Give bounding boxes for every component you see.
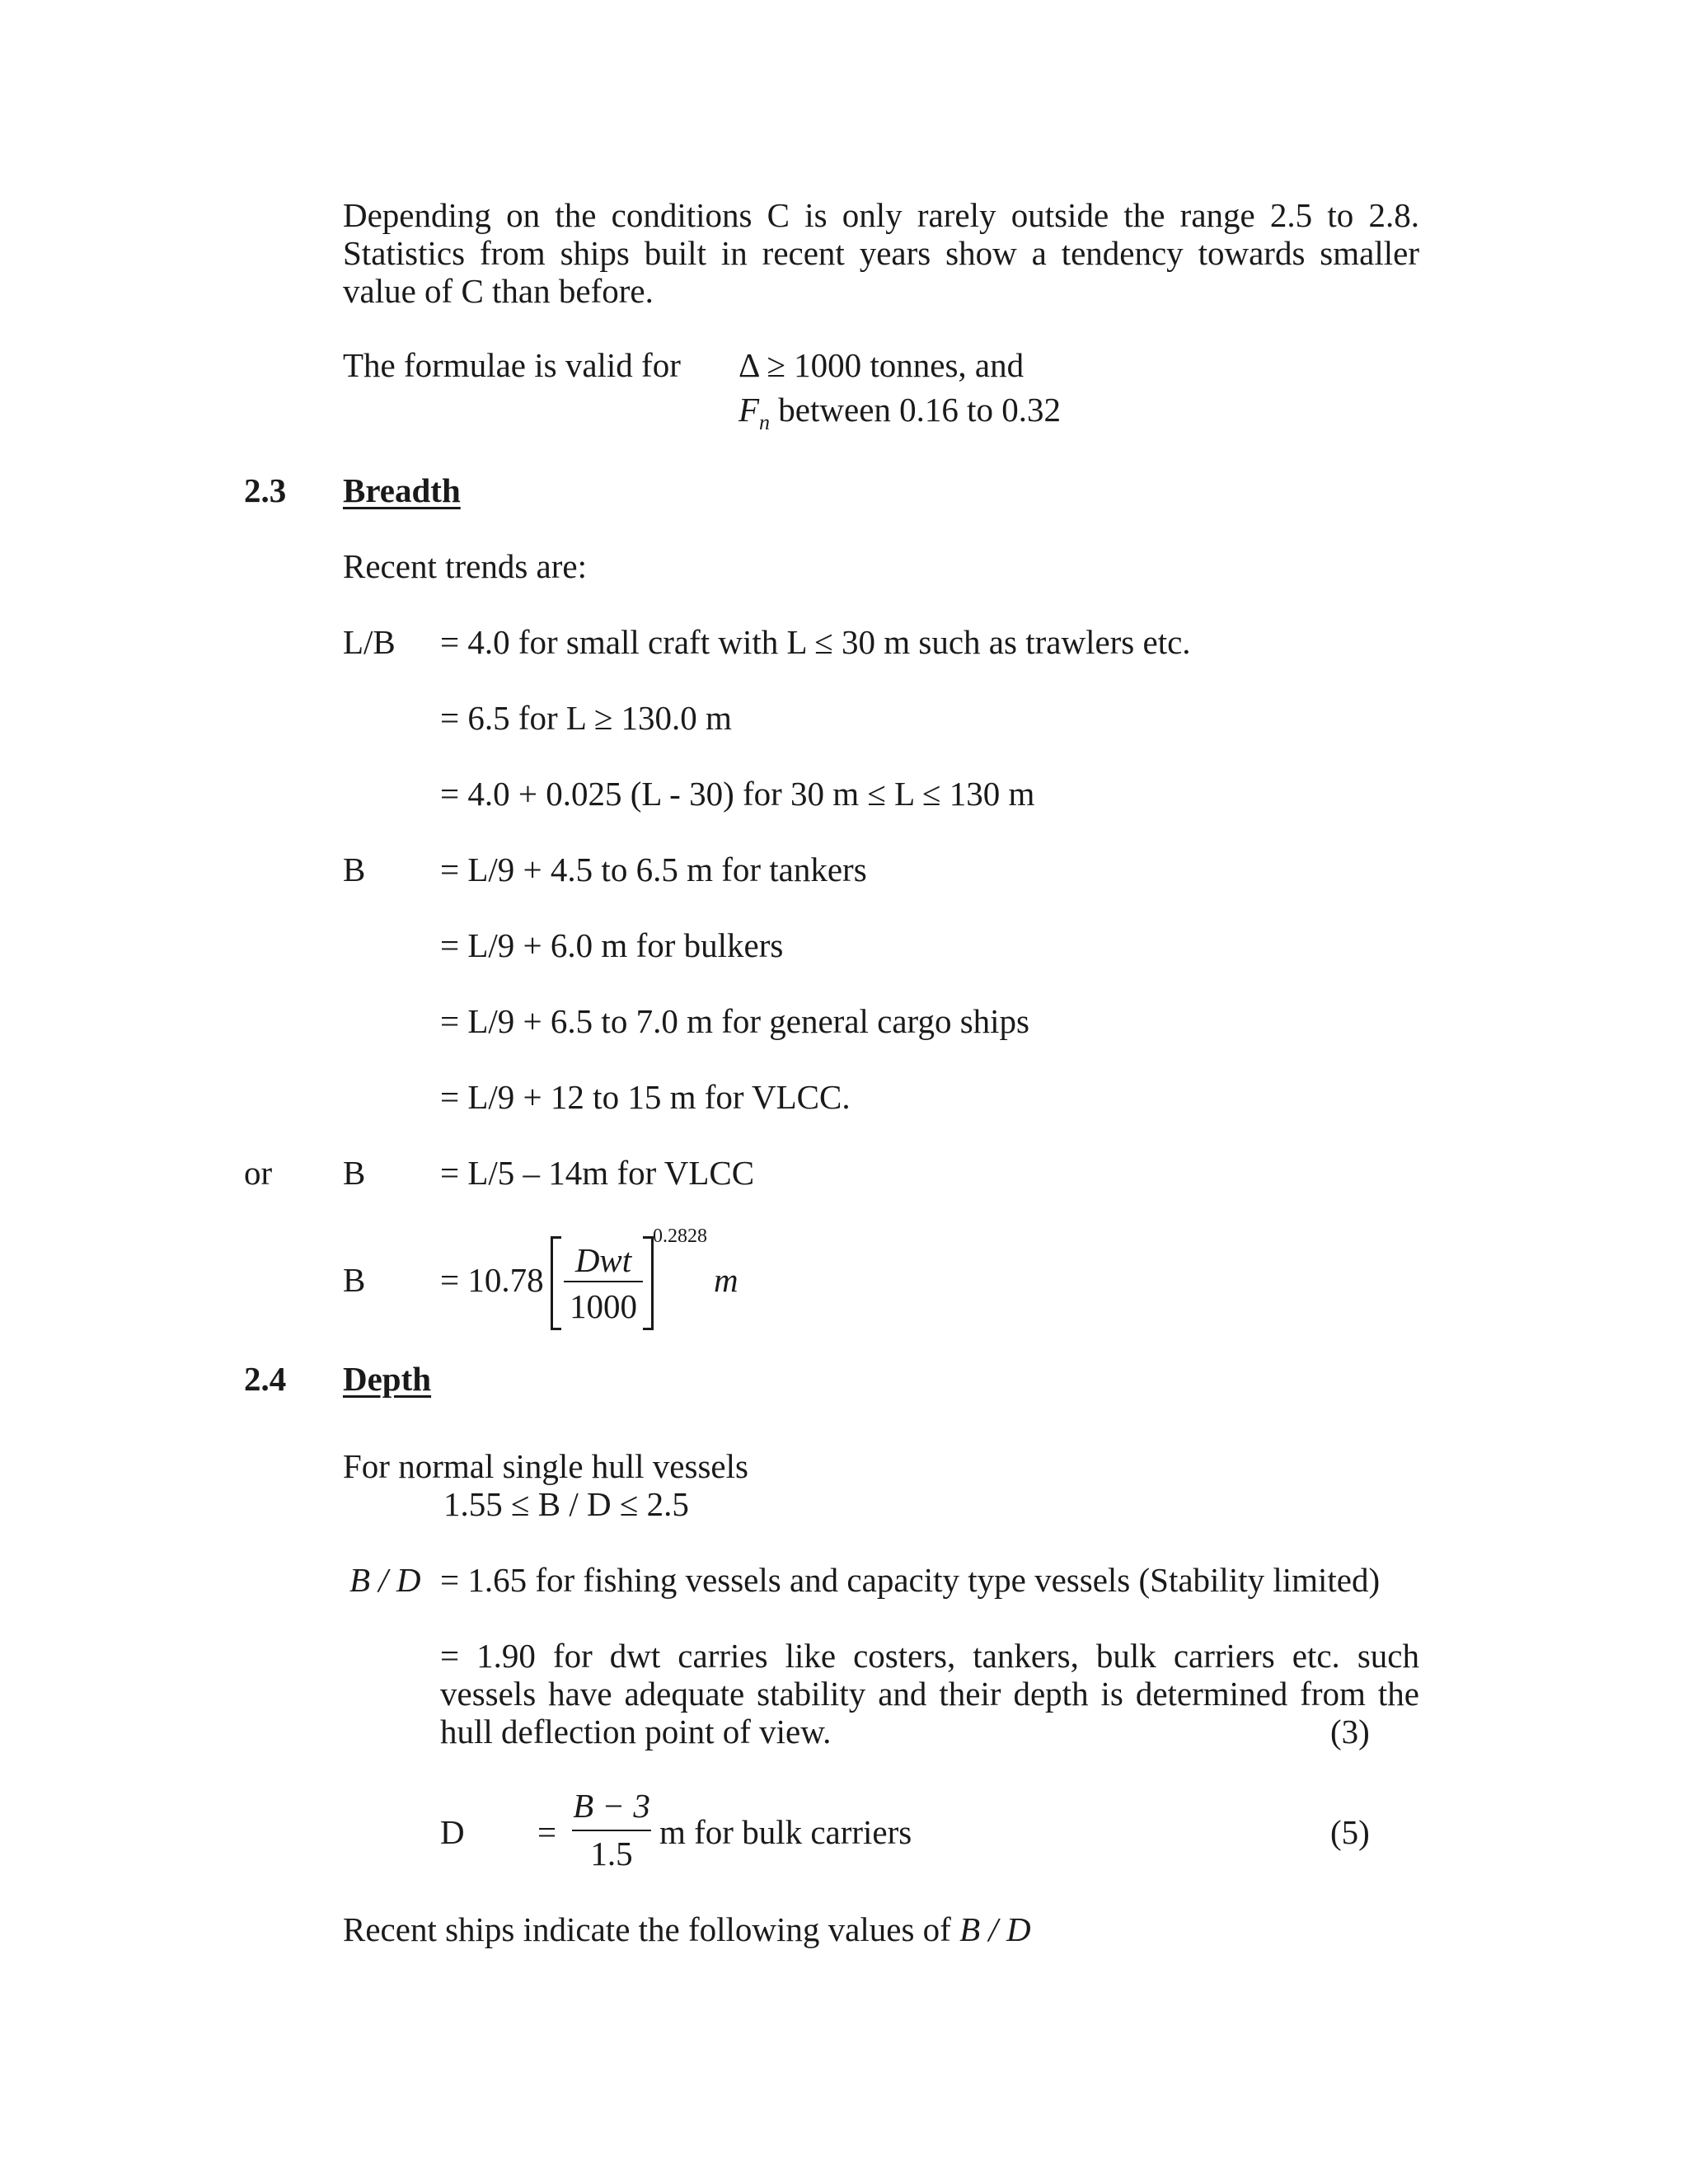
equation-number-5: (5) <box>1330 1813 1370 1851</box>
b-line: = L/9 + 4.5 to 6.5 m for tankers <box>440 851 867 888</box>
d-text: m for bulk carriers <box>659 1813 912 1851</box>
d-fraction-numerator: B − 3 <box>573 1787 650 1825</box>
bd-label: B / D <box>349 1561 421 1599</box>
froude-symbol: F <box>738 391 760 429</box>
equation-number-3: (3) <box>1330 1713 1370 1750</box>
froude-range: between 0.16 to 0.32 <box>770 391 1062 429</box>
lb-line: = 4.0 + 0.025 (L - 30) for 30 m ≤ L ≤ 130 m <box>440 775 1035 813</box>
b-line: = L/9 + 6.5 to 7.0 m for general cargo ships <box>440 1002 1030 1040</box>
or-label: or <box>244 1154 273 1192</box>
normal-vessels-label: For normal single hull vessels <box>343 1447 748 1485</box>
d-label: D <box>440 1813 465 1851</box>
b-formula-prefix: = 10.78 <box>440 1261 544 1299</box>
validity-condition-froude <box>738 391 1061 442</box>
section-number-breadth: 2.3 <box>244 471 287 509</box>
section-heading-breadth: Breadth <box>343 471 461 509</box>
lb-label: L/B <box>343 623 396 661</box>
recent-ships-label <box>343 1910 1031 1948</box>
b-label: B <box>343 851 366 888</box>
d-fraction-bar <box>572 1830 651 1831</box>
section-heading-depth: Depth <box>343 1360 432 1398</box>
bd-line-dwt: = 1.90 for dwt carries like costers, tankers, bulk carriers etc. such vessels have adequate stability and their depth is determined from the hull deflection point of view. <box>440 1637 1419 1750</box>
b-formula-label: B <box>343 1261 366 1299</box>
fraction-numerator: Dwt <box>574 1241 632 1279</box>
intro-paragraph: Depending on the conditions C is only rarely outside the range 2.5 to 2.8. Statistics from ships built in recent years show a tendency towards smaller value of C than before. <box>343 196 1419 310</box>
b-line: = L/9 + 12 to 15 m for VLCC. <box>440 1078 851 1116</box>
validity-condition-displacement: Δ ≥ 1000 tonnes, and <box>738 346 1025 384</box>
or-b-line: = L/5 – 14m for VLCC <box>440 1154 755 1192</box>
or-b-label: B <box>343 1154 366 1192</box>
d-fraction-denominator: 1.5 <box>590 1835 633 1872</box>
fraction-bar <box>564 1281 643 1282</box>
bd-range: 1.55 ≤ B / D ≤ 2.5 <box>443 1485 689 1523</box>
formula-unit: m <box>714 1261 738 1299</box>
left-bracket <box>551 1236 561 1330</box>
recent-ships-text: Recent ships indicate the following values of <box>343 1910 951 1948</box>
recent-trends-label: Recent trends are: <box>343 547 587 585</box>
bd-line-fishing: = 1.65 for fishing vessels and capacity type vessels (Stability limited) <box>440 1561 1381 1599</box>
froude-subscript: n <box>759 410 771 434</box>
b-line: = L/9 + 6.0 m for bulkers <box>440 926 784 964</box>
section-number-depth: 2.4 <box>244 1360 287 1398</box>
right-bracket <box>643 1236 654 1330</box>
fraction-denominator: 1000 <box>570 1287 637 1325</box>
formula-exponent: 0.2828 <box>653 1226 707 1247</box>
lb-line: = 4.0 for small craft with L ≤ 30 m such as trawlers etc. <box>440 623 1191 661</box>
validity-label: The formulae is valid for <box>343 346 681 384</box>
d-equals: = <box>537 1813 557 1851</box>
recent-ships-symbol: B / D <box>959 1910 1031 1948</box>
lb-line: = 6.5 for L ≥ 130.0 m <box>440 699 732 737</box>
